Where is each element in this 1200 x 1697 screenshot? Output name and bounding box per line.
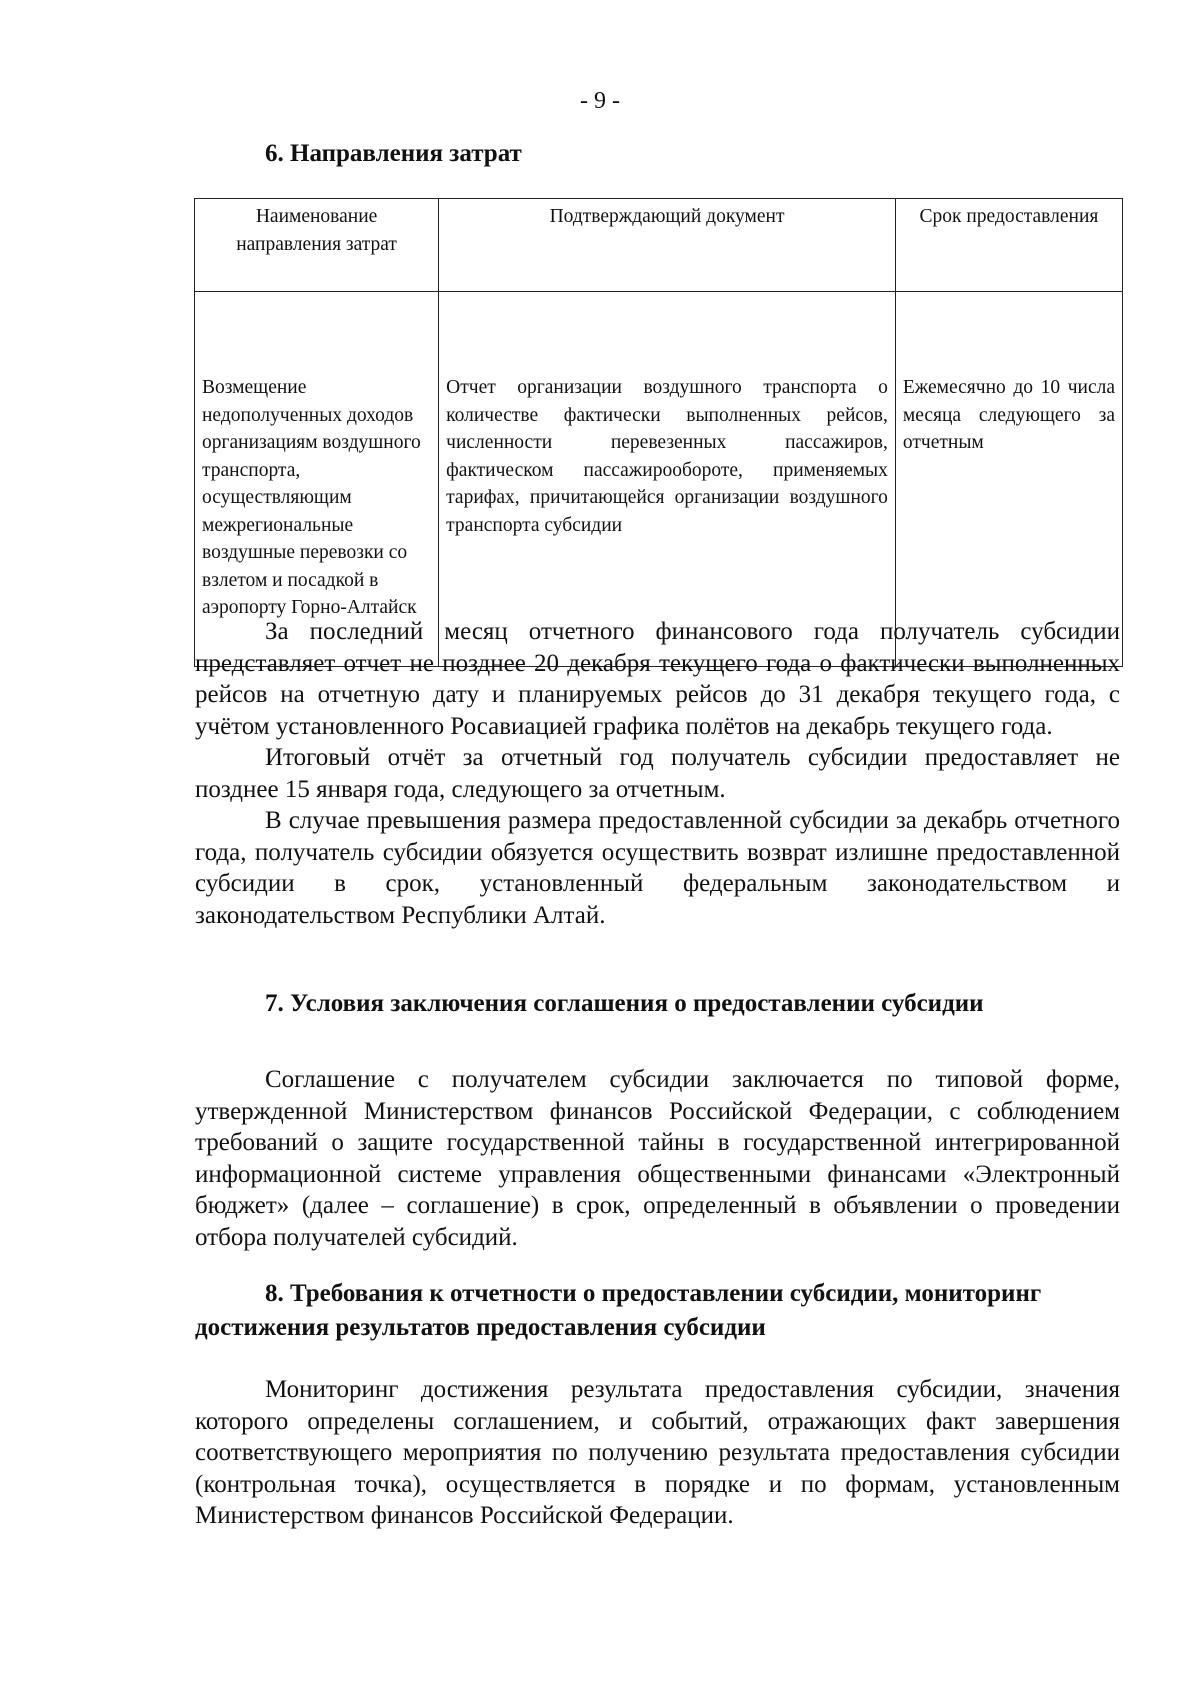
- section-6-heading: 6. Направления затрат: [265, 140, 522, 167]
- header-cell-document: Подтверждающий документ: [439, 199, 896, 292]
- paragraph-refund: В случае превышения размера предоставленной субсидии за декабрь отчетного года, получатель субсидии обязуется осуществить возврат излишне предоставленной субсидии в срок, установленный федеральным законодательством и законодательством Республики Алтай.: [195, 807, 1120, 929]
- table-row: [195, 292, 1123, 667]
- header-cell-deadline: Срок предоставления: [895, 199, 1122, 292]
- paragraph-agreement: Соглашение с получателем субсидии заключается по типовой форме, утвержденной Министерством финансов Российской Федерации, с соблюдением требований о защите государственной тайны в государственной интегрированной информационной системе управления общественными финансами «Электронный бюджет» (далее – соглашение) в срок, определенный в объявлении о проведении отбора получателей субсидий.: [195, 1066, 1120, 1251]
- page-number: - 9 -: [580, 88, 620, 114]
- cell-deadline: Ежемесячно до 10 числа месяца следующего за отчетным: [895, 292, 1122, 667]
- paragraph-final-report: Итоговый отчёт за отчетный год получатель субсидии предоставляет не позднее 15 января года, следующего за отчетным.: [195, 744, 1120, 803]
- cell-cost-direction: Возмещение недополученных доходов организациям воздушного транспорта, осуществляющим межрегиональные воздушные перевозки со взлетом и посадкой в аэропорту Горно-Алтайск: [195, 292, 439, 667]
- table-header-row: [195, 199, 1123, 292]
- paragraph-monitoring: Мониторинг достижения результата предоставления субсидии, значения которого определены соглашением, и событий, отражающих факт завершения соответствующего мероприятия по получению результата предоставления субсидии (контрольная точка), осуществляется в порядке и по формам, установленным Министерством финансов Российской Федерации.: [195, 1376, 1120, 1529]
- cell-supporting-document: Отчет организации воздушного транспорта о количестве фактически выполненных рейсов, численности перевезенных пассажиров, фактическом пассажирообороте, применяемых тарифах, причитающейся организации воздушного транспорта субсидии: [439, 292, 896, 667]
- section-6-text: [195, 616, 1120, 931]
- cost-directions-table: [194, 198, 1123, 667]
- section-7-text: [195, 1064, 1120, 1253]
- header-cell-name: Наименование направления затрат: [195, 199, 439, 292]
- section-7-heading: 7. Условия заключения соглашения о предоставлении субсидии: [265, 990, 984, 1017]
- section-8-heading: 8. Требования к отчетности о предоставлении субсидии, мониторинг достижения результатов предоставления субсидии: [195, 1280, 1042, 1341]
- paragraph-last-month-report: За последний месяц отчетного финансового года получатель субсидии представляет отчет не позднее 20 декабря текущего года о фактически выполненных рейсов на отчетную дату и планируемых рейсов до 31 декабря текущего года, с учётом установленного Росавиацией графика полётов на декабрь текущего года.: [195, 618, 1120, 740]
- section-8-text: [195, 1374, 1120, 1532]
